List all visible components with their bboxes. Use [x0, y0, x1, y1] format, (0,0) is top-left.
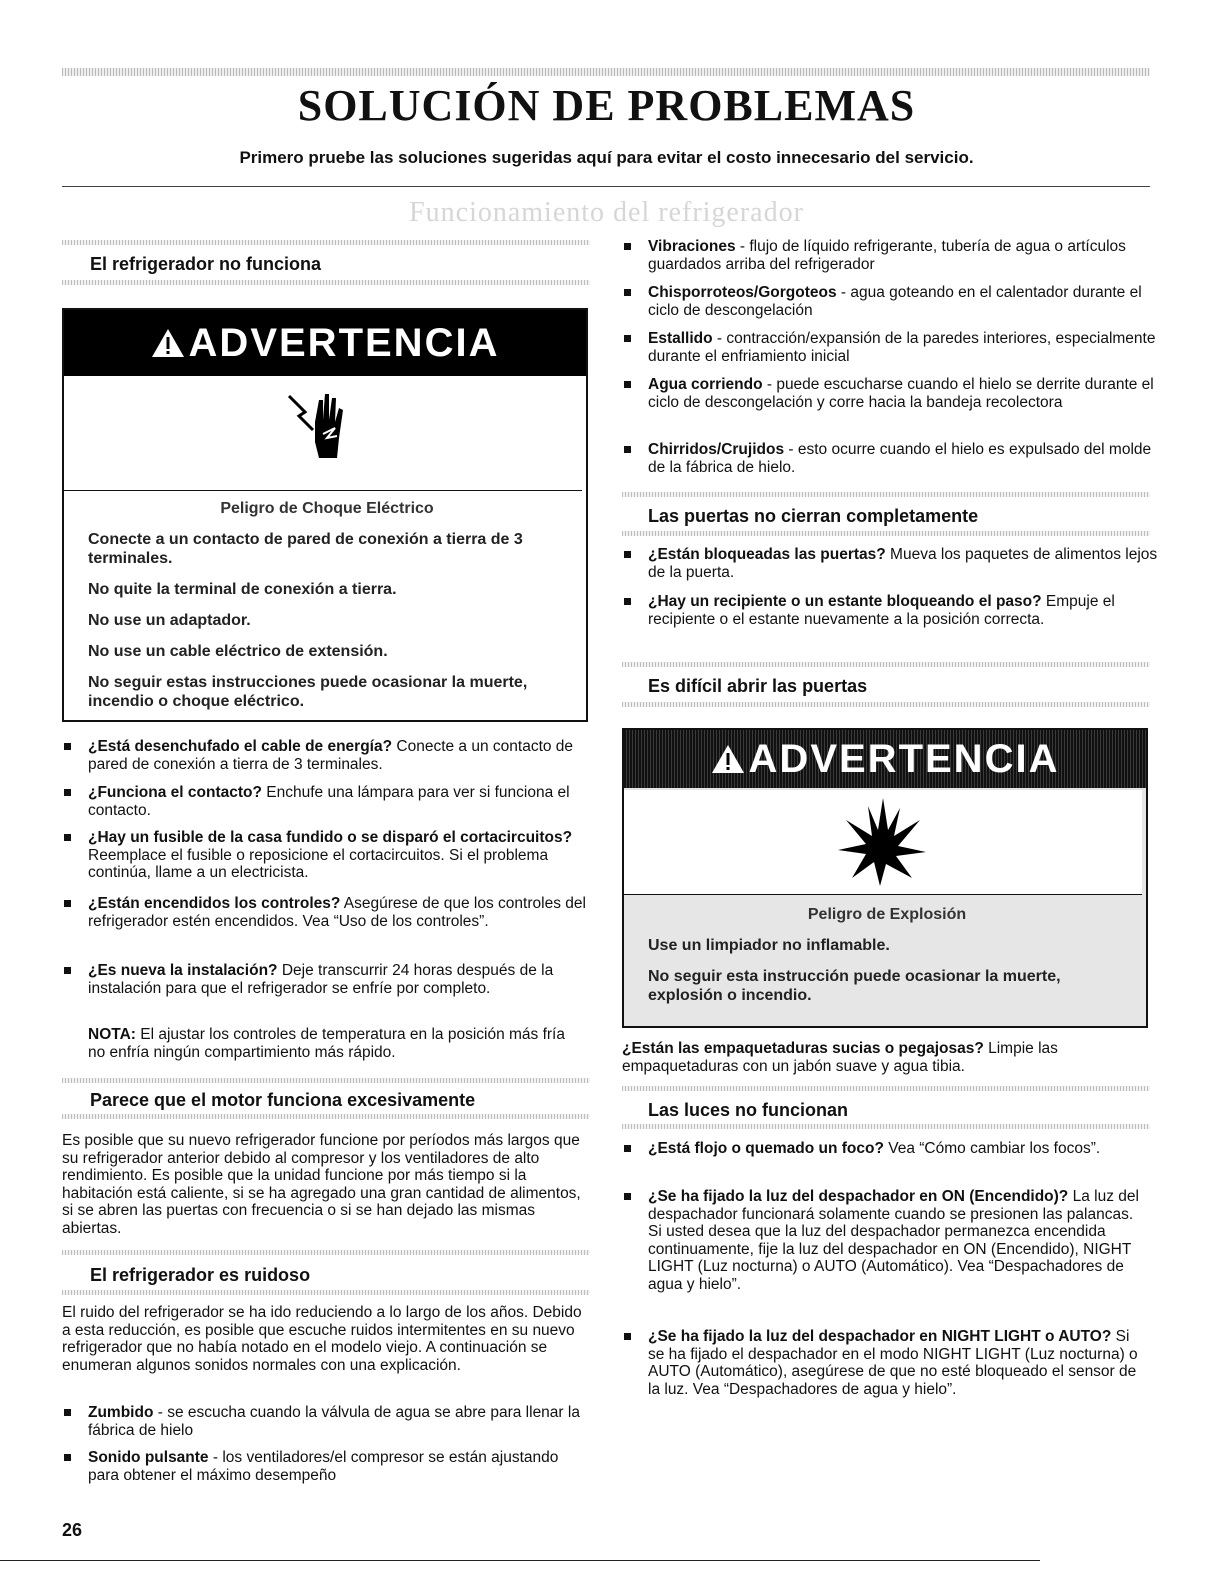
- explosion-icon: [624, 790, 1142, 894]
- heading-noisy: El refrigerador es ruidoso: [90, 1265, 311, 1285]
- list-item: ¿Están bloqueadas las puertas? Mueva los paquetes de alimentos lejos de la puerta.: [622, 546, 1168, 581]
- warning-divider: [64, 490, 582, 491]
- heading-motor: Parece que el motor funciona excesivamente: [90, 1090, 476, 1110]
- warning-line: Use un limpiador no inflamable.: [648, 937, 890, 954]
- list-item: Agua corriendo - puede escucharse cuando el hielo se derrite durante el ciclo de descongelación y corre hacia la bandeja recolectora: [622, 376, 1168, 411]
- list-item: Estallido - contracción/expansión de la paredes interiores, especialmente durante el enfriamiento inicial: [622, 330, 1168, 365]
- warning-banner: ADVERTENCIA: [64, 310, 586, 376]
- heading-bar: [622, 702, 1150, 707]
- list-item: Chirridos/Crujidos - esto ocurre cuando el hielo es expulsado del molde de la fábrica de hielo.: [622, 441, 1168, 476]
- warning-line: No seguir esta instrucción puede ocasionar la muerte, explosión o incendio.: [648, 968, 1061, 1004]
- warning-line: No use un adaptador.: [88, 612, 251, 629]
- electric-shock-icon: [64, 382, 586, 487]
- list-item: ¿Se ha fijado la luz del despachador en NIGHT LIGHT o AUTO? Si se ha fijado el despachador en el modo NIGHT LIGHT (Luz nocturna) o AUTO (Automático), asegúrese de que no esté bloqueado el sensor de la luz. Vea “Despachadores de agua y hielo”.: [622, 1328, 1148, 1398]
- list-item: ¿Se ha fijado la luz del despachador en ON (Encendido)? La luz del despachador funcionará solamente cuando se presionen las palancas. Si usted desea que la luz del despachador permanezca encendida continuamente, fije la luz del despachador en ON (Encendido), NIGHT LIGHT (Luz nocturna) o AUTO (Automático). Vea “Despachadores de agua y hielo”.: [622, 1188, 1148, 1293]
- list-item: ¿Es nueva la instalación? Deje transcurrir 24 horas después de la instalación para que el refrigerador se enfríe por completo.: [62, 962, 588, 997]
- warning-line: No seguir estas instrucciones puede ocasionar la muerte, incendio o choque eléctrico.: [88, 674, 528, 710]
- heading-lights: Las luces no funcionan: [648, 1100, 849, 1120]
- heading-bar: [622, 531, 1150, 536]
- warning-banner: ADVERTENCIA: [624, 730, 1146, 788]
- warning-line: No quite la terminal de conexión a tierra.: [88, 581, 397, 598]
- top-shade-bar: [62, 68, 1150, 76]
- header-rule: [62, 186, 1150, 187]
- paragraph-gaskets: ¿Están las empaquetaduras sucias o pegajosas? Limpie las empaquetaduras con un jabón suave y agua tibia.: [622, 1040, 1058, 1075]
- heading-bar: [622, 1086, 1150, 1091]
- page-title: SOLUCIÓN DE PROBLEMAS: [297, 81, 916, 130]
- hazard-title: Peligro de Explosión: [807, 906, 967, 923]
- heading-bar: [62, 1250, 590, 1255]
- list-item: Vibraciones - flujo de líquido refrigerante, tubería de agua o artículos guardados arriba del refrigerador: [622, 238, 1168, 273]
- heading-bar: [622, 662, 1150, 667]
- heading-bar: [62, 280, 590, 285]
- list-item: ¿Hay un fusible de la casa fundido o se disparó el cortacircuitos? Reemplace el fusible o reposicione el cortacircuitos. Si el problema continúa, llame a un electricista.: [62, 829, 614, 882]
- heading-bar: [622, 1124, 1150, 1129]
- warning-box-electric: [62, 308, 588, 722]
- list-item: ¿Están encendidos los controles? Asegúrese de que los controles del refrigerador estén encendidos. Vea “Uso de los controles”.: [62, 895, 588, 930]
- page-subtitle: Primero pruebe las soluciones sugeridas aquí para evitar el costo innecesario del servicio.: [239, 148, 974, 167]
- warning-box-explosion: [622, 728, 1148, 1028]
- heading-bar: [622, 492, 1150, 497]
- list-item: ¿Funciona el contacto? Enchufe una lámpara para ver si funciona el contacto.: [62, 784, 588, 819]
- paragraph-motor: Es posible que su nuevo refrigerador funcione por períodos más largos que su refrigerador anterior debido al compresor y los ventiladores de alto rendimiento. Es posible que la unidad funcione por más tiempo si la habitación está caliente, si se ha agregado una gran cantidad de alimentos, si se abren las puertas con frecuencia o si se han dejado las mismas abiertas.: [62, 1132, 581, 1237]
- heading-doors-open: Es difícil abrir las puertas: [648, 676, 868, 696]
- heading-bar: [62, 1114, 590, 1119]
- paragraph-noisy: El ruido del refrigerador se ha ido reduciendo a lo largo de los años. Debido a esta reducción, es posible que escuche ruidos intermitentes en su nuevo refrigerador que no había notado en el modelo viejo. A continuación se enumeran algunos sonidos normales con una explicación.: [62, 1304, 582, 1374]
- bottom-rule: [0, 1560, 1040, 1561]
- heading-not-working: El refrigerador no funciona: [90, 254, 322, 274]
- list-item: Zumbido - se escucha cuando la válvula de agua se abre para llenar la fábrica de hielo: [62, 1404, 588, 1439]
- page-number: 26: [62, 1520, 83, 1540]
- list-item: Sonido pulsante - los ventiladores/el compresor se están ajustando para obtener el máximo desempeño: [62, 1449, 588, 1484]
- section-title: Funcionamiento del refrigerador: [409, 197, 804, 228]
- heading-bar: [62, 1290, 590, 1295]
- note-text: NOTA: El ajustar los controles de temperatura en la posición más fría no enfría ningún compartimiento más rápido.: [88, 1026, 565, 1061]
- list-item: Chisporroteos/Gorgoteos - agua goteando en el calentador durante el ciclo de descongelación: [622, 284, 1168, 319]
- list-item: ¿Está desenchufado el cable de energía? Conecte a un contacto de pared de conexión a tierra de 3 terminales.: [62, 738, 588, 773]
- list-item: ¿Hay un recipiente o un estante bloqueando el paso? Empuje el recipiente o el estante nuevamente a la posición correcta.: [622, 593, 1168, 628]
- warning-divider: [624, 894, 1142, 895]
- warning-line: Conecte a un contacto de pared de conexión a tierra de 3 terminales.: [88, 531, 523, 567]
- hazard-title: Peligro de Choque Eléctrico: [220, 500, 434, 517]
- warning-line: No use un cable eléctrico de extensión.: [88, 643, 388, 660]
- heading-doors-close: Las puertas no cierran completamente: [648, 506, 979, 526]
- list-item: ¿Está flojo o quemado un foco? Vea “Cómo cambiar los focos”.: [622, 1140, 1148, 1158]
- heading-bar: [62, 1078, 590, 1083]
- warning-triangle-icon: [151, 312, 185, 378]
- heading-bar: [62, 240, 590, 245]
- warning-triangle-icon: [711, 732, 745, 790]
